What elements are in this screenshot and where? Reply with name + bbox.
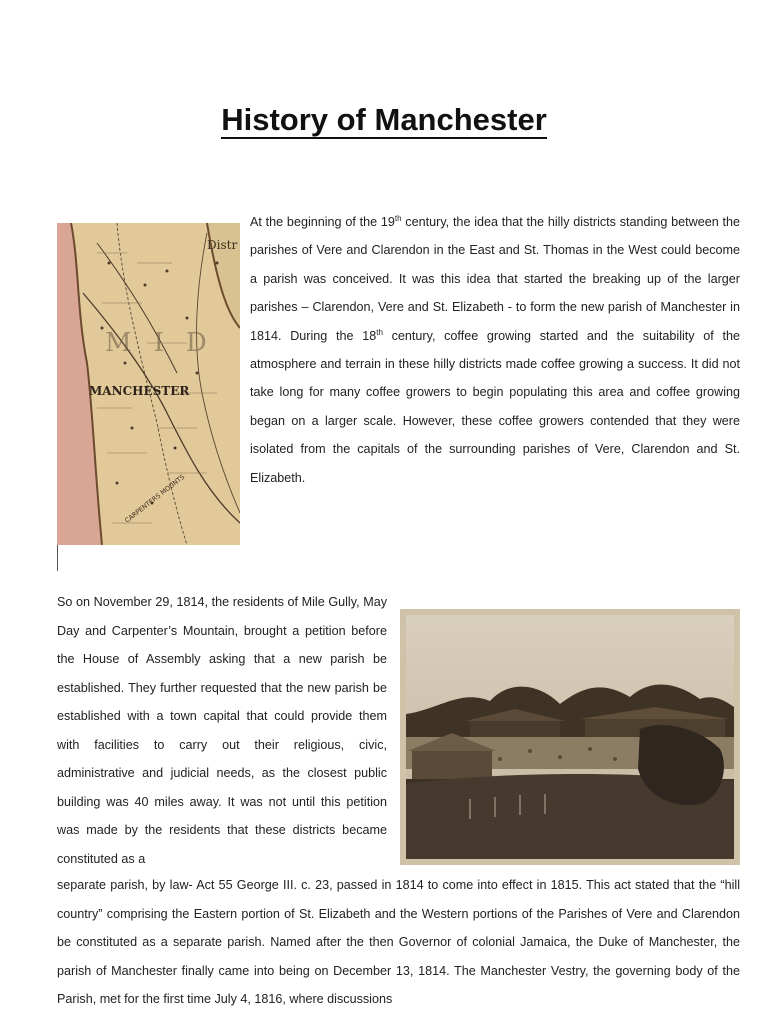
map-label-mid: MID xyxy=(105,328,229,358)
paragraph-2: So on November 29, 1814, the residents of Mile Gully, May Day and Carpenter’s Mountain, brought a petition before the House of Assembly asking that a new parish be established. They further requested that the new parish be established with a town capital that could provide them with facilities to carry out their religious, civic, administrative and judicial needs, as the closest public building was 40 miles away. It was not until this petition was made by the residents that these districts became constituted as a xyxy=(57,595,387,866)
historical-map-image xyxy=(57,223,240,545)
paragraph-1 xyxy=(250,208,740,492)
p1-seg-4: century, coffee growing started and the suitability of the atmosphere and terrain in these hilly districts made coffee growing a success. It did not take long for many coffee growers to begin populating this area and coffee growing began on a larger scale. However, these coffee growers contended that they were isolated from the capitals of the surrounding parishes of Vere, Clarendon and St. Elizabeth. xyxy=(250,328,740,485)
p1-seg-2: century, the idea that the hilly districts standing between the parishes of Vere and Clarendon in the East and St. Thomas in the West could become a parish was conceived. It was this idea that started the breaking up of the larger parishes – Clarendon, Vere and St. Elizabeth - to form the new parish of Manchester in 1814. During the 18 xyxy=(250,215,740,343)
map-label-district: Distr xyxy=(207,238,238,252)
map-label-mountains: CARPENTERS MOUNTS xyxy=(123,472,187,525)
paragraph-3: separate parish, by law- Act 55 George III. c. 23, passed in 1814 to come into effect in 1815. This act stated that the “hill country” comprising the Eastern portion of St. Elizabeth and the Western portions of the Parishes of Vere and Clarendon be constituted as a separate parish. Named after the then Governor of colonial Jamaica, the Duke of Manchester, the parish of Manchester finally came into being on December 13, 1814. The Manchester Vestry, the governing body of the Parish, met for the first time July 4, 1816, where discussions xyxy=(57,878,740,1006)
p1-sup-0: th xyxy=(394,213,402,223)
p1-sup-1: th xyxy=(376,327,383,337)
p1-seg-0: At the beginning of the 19 xyxy=(250,215,395,229)
historical-photo xyxy=(400,609,740,865)
map-label-manchester: MANCHESTER xyxy=(89,384,190,398)
divider-line xyxy=(57,545,58,571)
page-title: History of Manchester xyxy=(221,102,547,137)
